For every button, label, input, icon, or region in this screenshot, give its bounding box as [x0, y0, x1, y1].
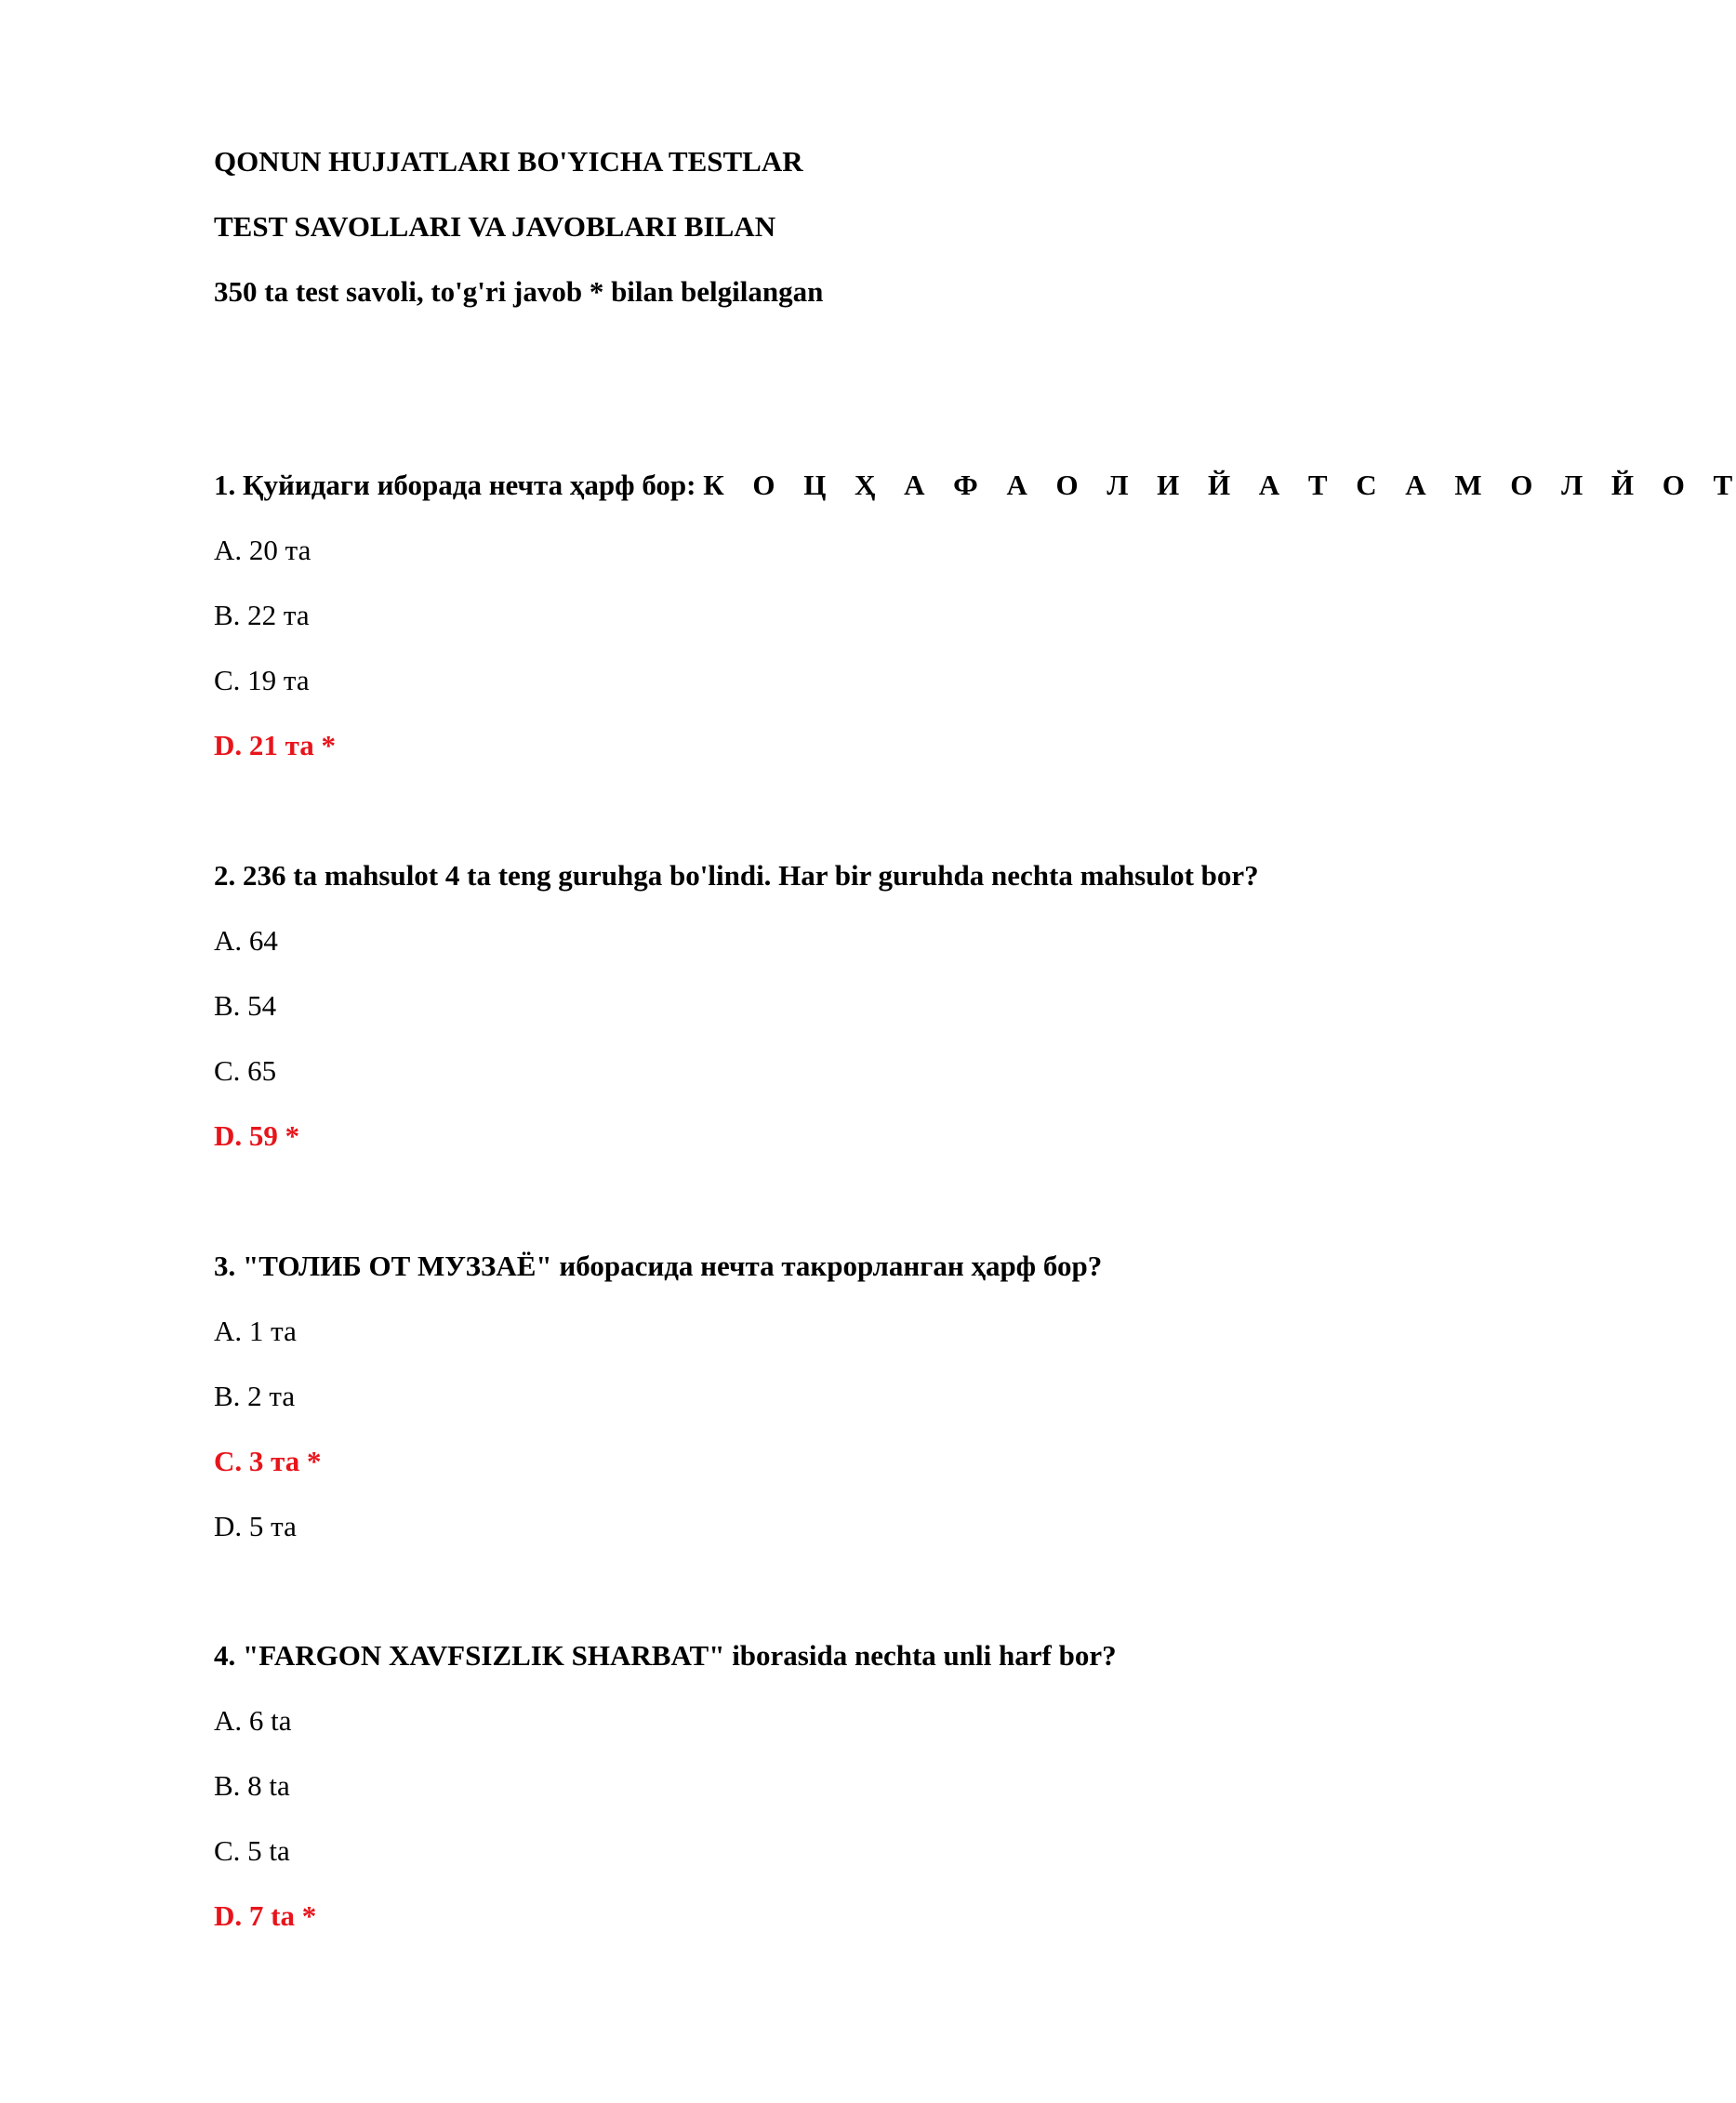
question-4-option-d-correct: D. 7 ta * — [214, 1899, 317, 1932]
question-2-option-b: B. 54 — [214, 989, 277, 1022]
question-1-option-b: B. 22 та — [214, 599, 310, 631]
document-note: 350 ta test savoli, to'g'ri javob * bilan belgilangan — [214, 275, 824, 308]
question-1-option-d-correct: D. 21 та * — [214, 729, 336, 761]
question-3: 3. "ТОЛИБ ОТ МУЗЗАЁ" иборасида нечта такрорланган ҳарф бор? — [214, 1250, 1103, 1282]
question-2-option-a: A. 64 — [214, 924, 278, 957]
question-1-option-a: A. 20 та — [214, 534, 311, 566]
question-1-letters: К О Ц Ҳ А Ф А О Л И Й А Т С А М О Л Й О Т — [703, 469, 1736, 501]
question-4-option-b: B. 8 ta — [214, 1769, 290, 1802]
question-4: 4. "FARGON XAVFSIZLIK SHARBAT" iborasida nechta unli harf bor? — [214, 1639, 1117, 1672]
question-1 — [214, 469, 1736, 502]
question-1-option-c: C. 19 та — [214, 664, 310, 696]
question-2-option-c: C. 65 — [214, 1054, 277, 1087]
document-title: QONUN HUJJATLARI BO'YICHA TESTLAR — [214, 145, 803, 178]
question-3-option-b: B. 2 та — [214, 1380, 296, 1412]
question-3-option-c-correct: C. 3 та * — [214, 1445, 322, 1477]
question-4-option-a: A. 6 ta — [214, 1704, 292, 1737]
document-subtitle: TEST SAVOLLARI VA JAVOBLARI BILAN — [214, 210, 776, 243]
question-3-option-d: D. 5 та — [214, 1510, 297, 1542]
question-2-option-d-correct: D. 59 * — [214, 1119, 300, 1152]
question-4-option-c: C. 5 ta — [214, 1834, 290, 1867]
question-2: 2. 236 ta mahsulot 4 ta teng guruhga bo'lindi. Har bir guruhda nechta mahsulot bor? — [214, 859, 1259, 892]
question-1-text: 1. Қуйидаги иборада нечта ҳарф бор: — [214, 469, 704, 501]
question-3-option-a: A. 1 та — [214, 1315, 297, 1347]
